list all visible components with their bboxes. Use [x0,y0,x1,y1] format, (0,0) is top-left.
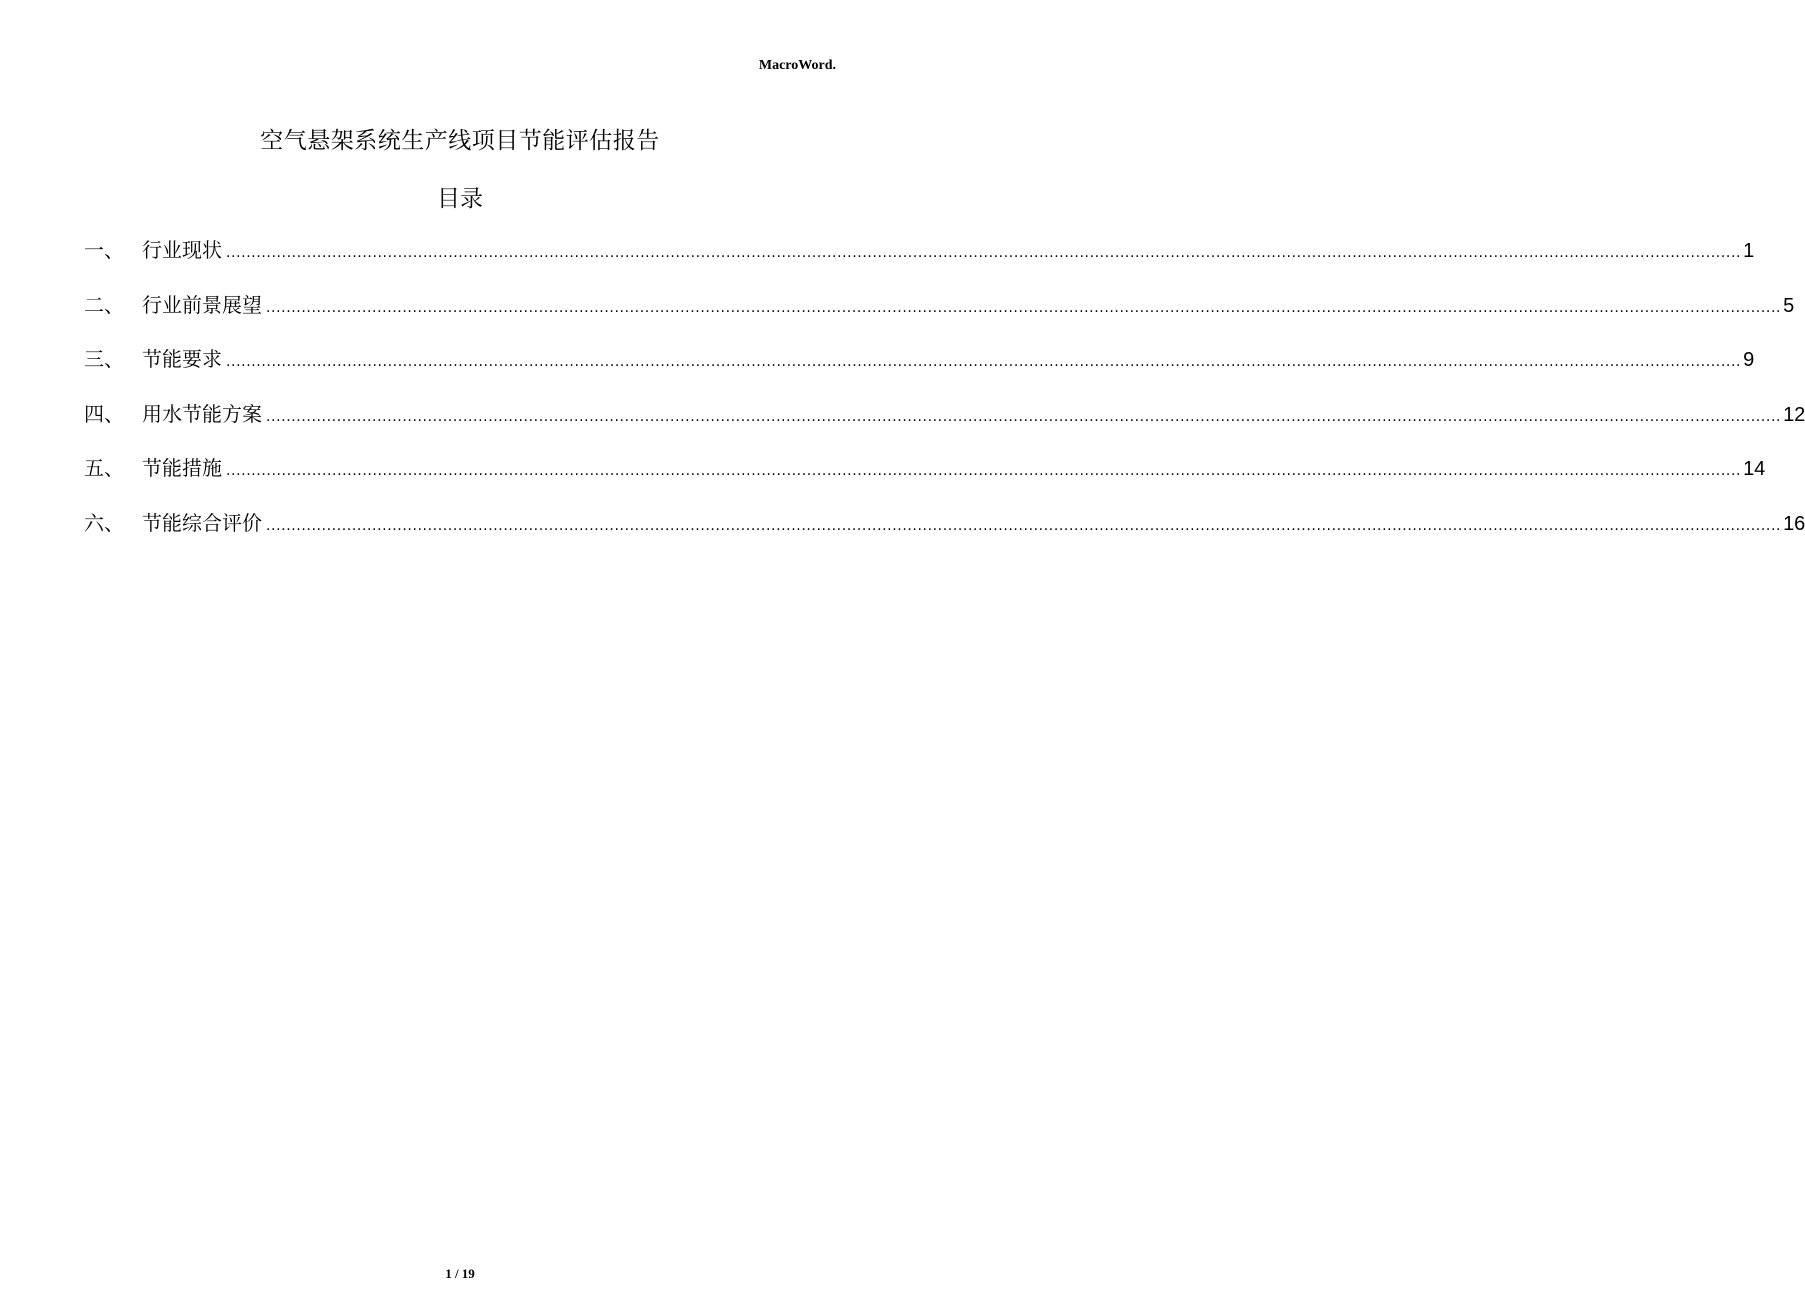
toc-entry-title: 节能综合评价 [142,510,262,535]
toc-entry-title: 用水节能方案 [142,401,262,426]
toc-dot-leader: ............................................................................................................................................................................................................................................................................................................ [226,463,1742,479]
toc-entry[interactable] [84,232,1755,287]
document-title: 空气悬架系统生产线项目节能评估报告 [260,128,660,154]
toc-entry-number: 六、 [84,510,124,535]
toc-entry-title: 节能措施 [142,456,222,480]
header-brand: MacroWord. [758,58,836,73]
toc-entry-number: 二、 [84,292,124,317]
toc-dot-leader: ............................................................................................................................................................................................................................................................................................................ [266,299,1782,316]
toc-entry-number: 四、 [84,401,124,426]
toc-dot-leader: ............................................................................................................................................................................................................................................................................................................ [226,245,1742,261]
toc-entry-page: 14 [1743,458,1766,480]
toc-entry-page: 12 [1783,403,1805,426]
toc-entry-number: 三、 [84,347,124,371]
toc-entry-page: 5 [1783,294,1795,317]
toc-entry[interactable] [84,450,1766,505]
toc-entry[interactable] [84,287,1795,342]
toc-entry-page: 9 [1743,349,1755,371]
footer-page-indicator: 1 / 19 [445,1266,475,1281]
toc-entry-title: 节能要求 [142,347,222,371]
toc-entry-number: 五、 [84,456,124,480]
toc-dot-leader: ............................................................................................................................................................................................................................................................................................................ [226,354,1742,370]
toc-entry[interactable] [84,341,1755,396]
toc-heading: 目录 [437,186,483,212]
toc-entry-page: 1 [1743,240,1755,262]
toc-entry-number: 一、 [84,238,124,262]
toc-entry-title: 行业现状 [142,238,222,262]
toc-dot-leader: ............................................................................................................................................................................................................................................................................................................ [266,408,1782,425]
table-of-contents [84,232,1805,559]
toc-entry-title: 行业前景展望 [142,292,262,317]
toc-entry[interactable] [84,396,1805,451]
toc-entry-page: 16 [1783,512,1805,535]
toc-dot-leader: ............................................................................................................................................................................................................................................................................................................ [266,517,1782,534]
toc-entry[interactable] [84,505,1805,560]
